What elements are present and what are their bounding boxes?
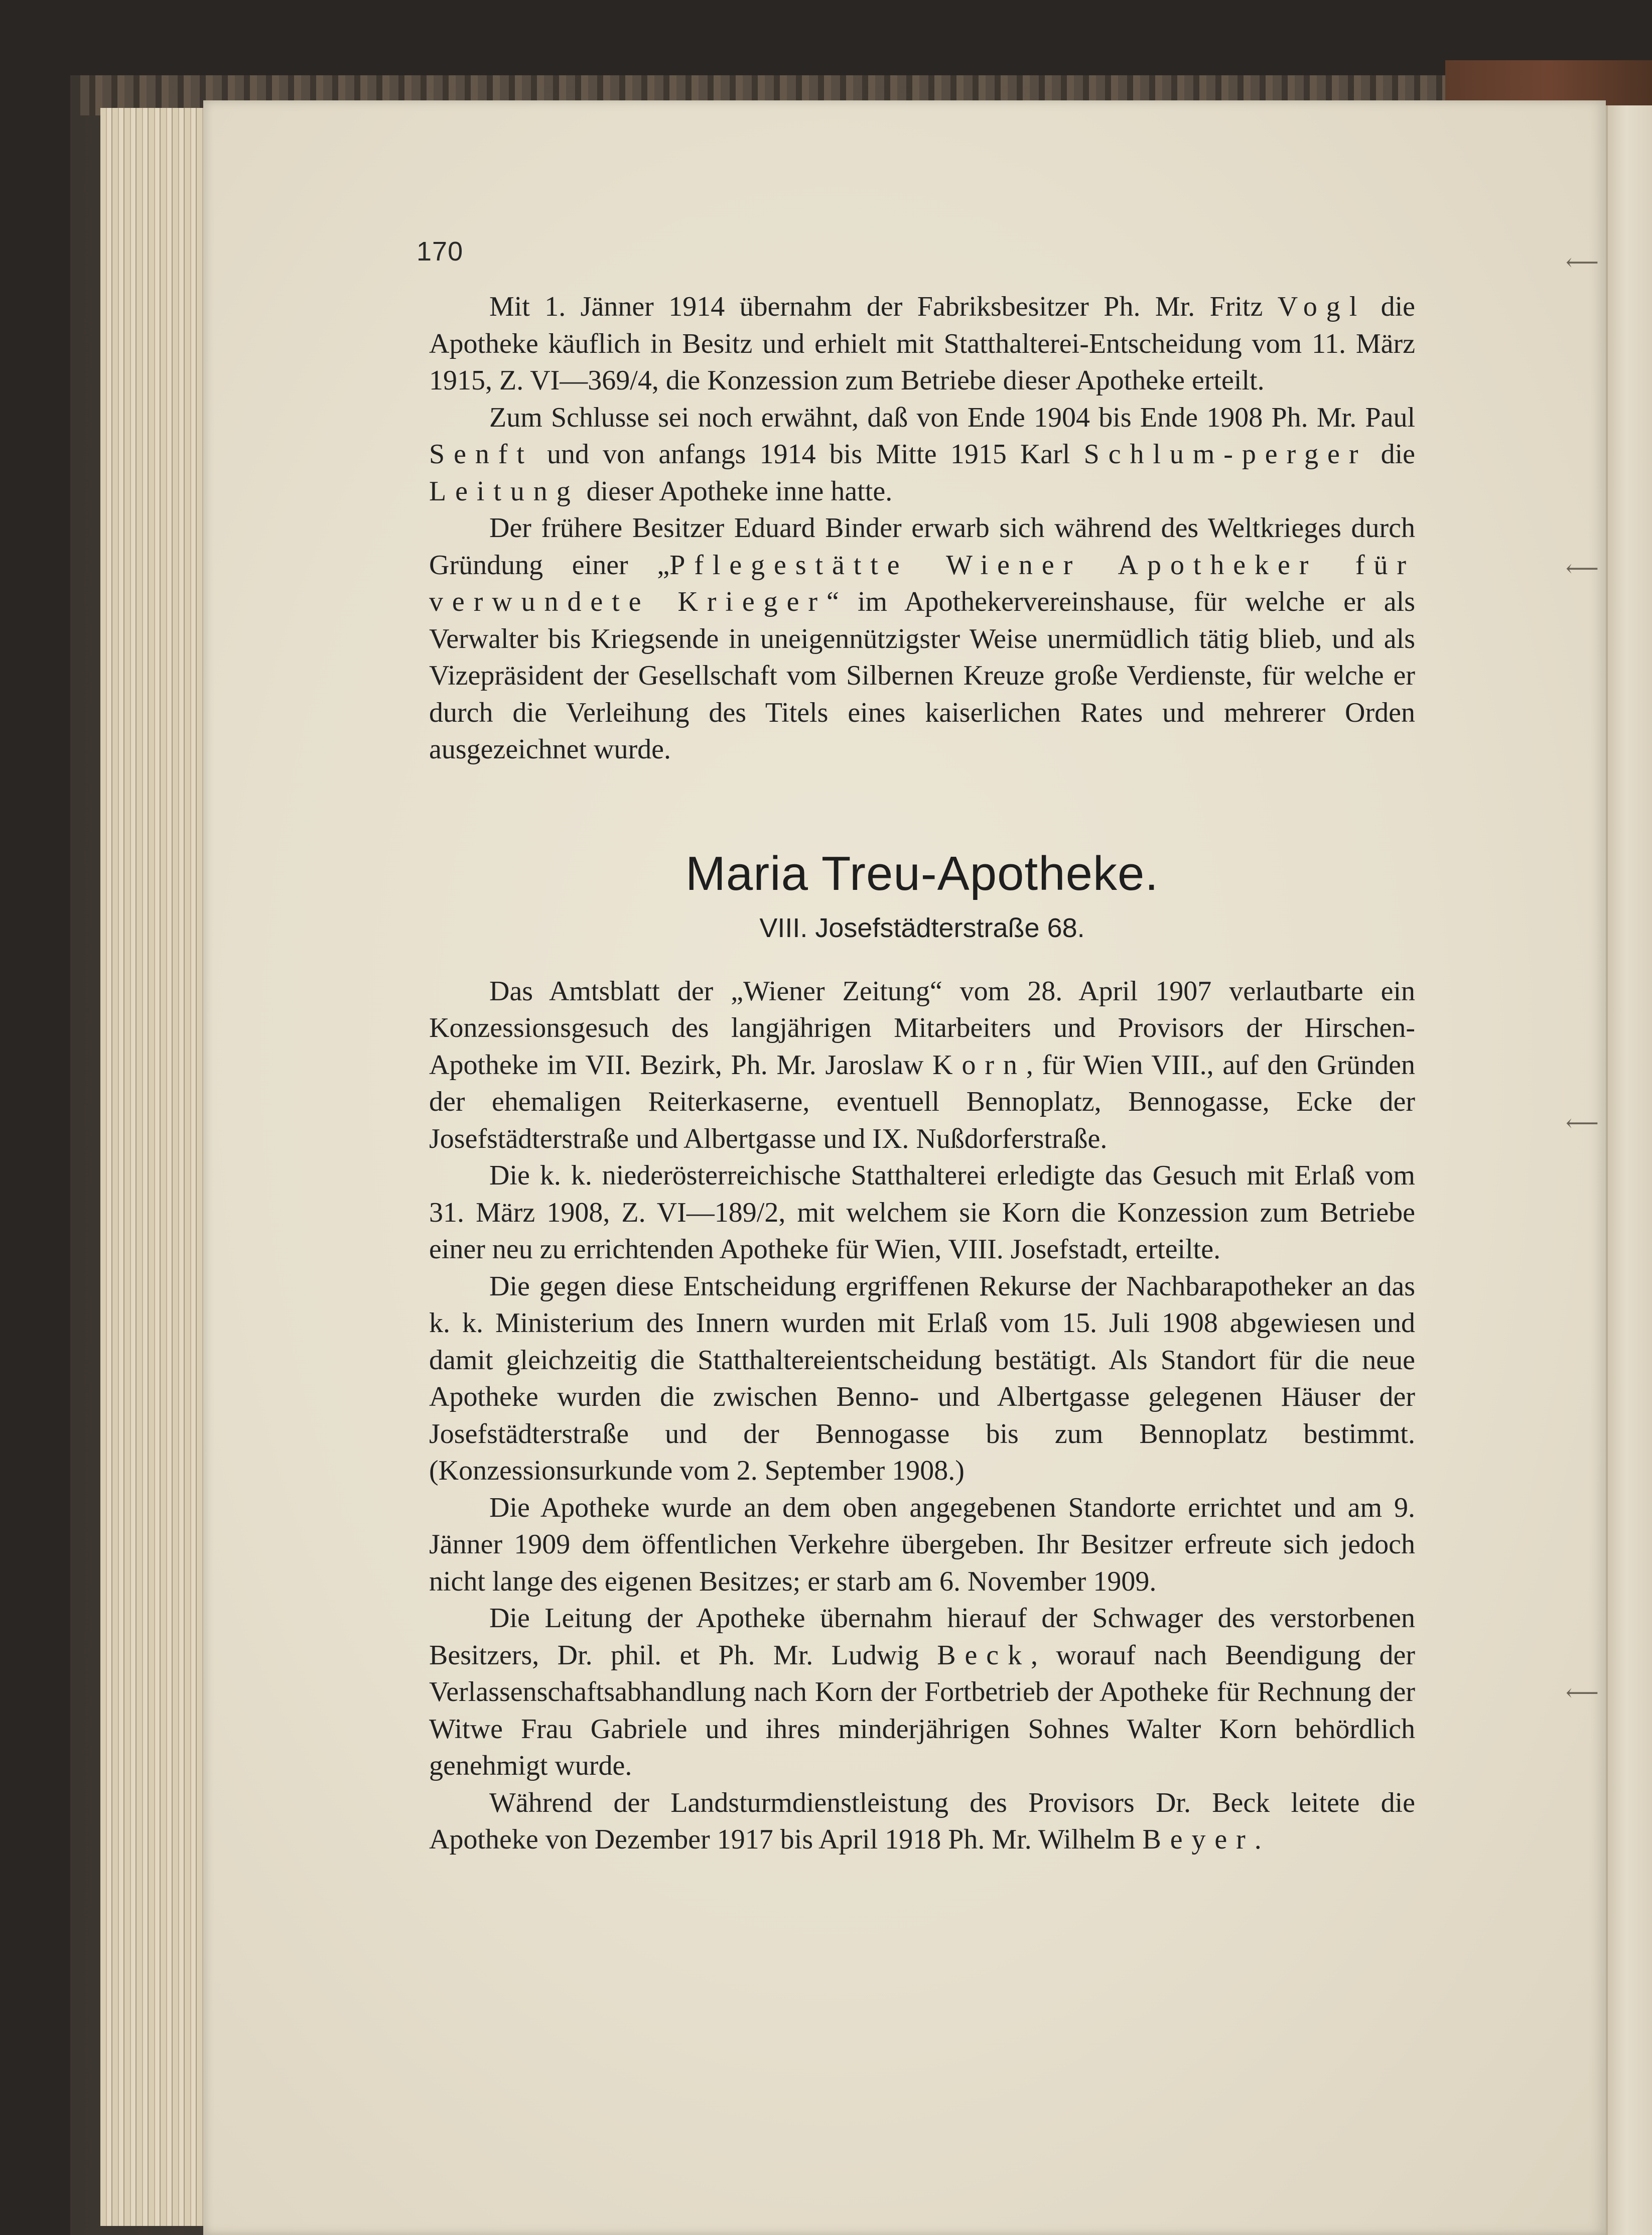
text-run: Die k. k. niederösterreichische Statthalterei erledigte das Gesuch mit Erlaß vom 31. März 1908, Z. VI—189/2, mit welchem sie Korn die Konzession zum Betriebe einer neu zu errichtenden Apotheke für Wien, VIII. Josefstadt, erteilte. (429, 1160, 1415, 1265)
page-number: 170 (417, 236, 464, 267)
section-title: Maria Treu-Apotheke. (685, 846, 1159, 900)
text-run: “ im Apothekervereinshause, für welche er als Verwalter bis Kriegsende in uneigennützigster Weise unermüdlich tätig blieb, und als Vizepräsident der Gesellschaft vom Silbernen Kreuze große Verdienste, für welche er durch die Verleihung des Titels eines kaiserlichen Rates und mehrerer Orden ausgezeichnet wurde. (429, 586, 1415, 765)
paragraph (429, 510, 1415, 768)
text-run: Die gegen diese Entscheidung ergriffenen Rekurse der Nachbarapotheker an das k. k. Ministerium des Innern wurden mit Erlaß vom 15. Juli 1908 abgewiesen und damit gleichzeitig die Statthaltereientscheidung bestätigt. Als Standort für die neue Apotheke wurden die zwischen Benno- und Albertgasse gelegenen Häuser der Josefstädterstraße und der Bennogasse bis zum Bennoplatz bestimmt. (Konzessionsurkunde vom 2. September 1908.) (429, 1270, 1415, 1486)
spaced-text: Pflegestätte Wiener Apotheker für verwundete Krieger (429, 549, 1415, 617)
text-run: und von anfangs 1914 bis Mitte 1915 Karl (533, 439, 1084, 470)
section-subtitle: VIII. Josefstädterstraße 68. (759, 912, 1085, 943)
text-run: , für Wien VIII., auf den Gründen der ehemaligen Reiterkaserne, eventuell Bennoplatz, Bennogasse, Ecke der Josefstädterstraße und Albertgasse und IX. Nußdorferstraße. (429, 1049, 1415, 1154)
paragraph (429, 1157, 1415, 1268)
spaced-text: Vogl (1277, 291, 1366, 322)
facing-page-edge (1606, 105, 1652, 2235)
text-run: die (1367, 439, 1415, 470)
text-run: , worauf nach Beendigung der Verlassenschaftsabhandlung nach Korn der Fortbetrieb der Apotheke für Rechnung der Witwe Frau Gabriele und ihres minderjährigen Sohnes Walter Korn behördlich genehmigt wurde. (429, 1639, 1415, 1781)
paragraph (429, 973, 1415, 1158)
paragraph (429, 289, 1415, 400)
paragraph (429, 1490, 1415, 1601)
bottom-paragraphs (429, 973, 1415, 1859)
text-run: Zum Schlusse sei noch erwähnt, daß von Ende 1904 bis Ende 1908 Ph. Mr. Paul (489, 402, 1415, 433)
paragraph (429, 1600, 1415, 1785)
margin-mark-icon: ⟵ (1566, 1110, 1599, 1136)
paragraph (429, 400, 1415, 510)
spaced-text: Beyer (1142, 1824, 1255, 1855)
text-run: Das Amtsblatt der „Wiener Zeitung“ vom 28. April 1907 verlautbarte ein Konzessionsgesuch des langjährigen Mitarbeiters und Provisors der Hirschen-Apotheke im VII. Bezirk, Ph. Mr. Jaroslaw (429, 975, 1415, 1081)
page-text (429, 289, 1415, 1859)
text-run: Mit 1. Jänner 1914 übernahm der Fabriksbesitzer Ph. Mr. Fritz (489, 291, 1278, 322)
spaced-text: Leitung (429, 475, 580, 507)
page-edges (100, 108, 206, 2226)
text-run: die Apotheke käuflich in Besitz und erhielt mit Statthalterei-Entscheidung vom 11. März 1915, Z. VI—369/4, die Konzession zum Betriebe dieser Apotheke erteilt. (429, 291, 1416, 396)
margin-mark-icon: ⟵ (1566, 249, 1599, 275)
spaced-text: Senft (429, 439, 533, 470)
margin-mark-icon: ⟵ (1566, 556, 1599, 581)
paragraph (429, 1785, 1415, 1859)
text-run: Der frühere Besitzer Eduard Binder erwarb sich während des Weltkrieges durch Gründung einer „ (429, 512, 1415, 581)
top-paragraphs (429, 289, 1415, 768)
spaced-text: Beck (937, 1639, 1031, 1671)
spaced-text: Korn (932, 1049, 1026, 1081)
paragraph (429, 1268, 1415, 1490)
text-run: Die Apotheke wurde an dem oben angegebenen Standorte errichtet und am 9. Jänner 1909 dem öffentlichen Verkehre übergeben. Ihr Besitzer erfreute sich jedoch nicht lange des eigenen Besitzes; er starb am 6. November 1909. (429, 1492, 1415, 1597)
spaced-text: Schlum-perger (1083, 439, 1367, 470)
margin-mark-icon: ⟵ (1566, 1680, 1599, 1705)
text-run: Während der Landsturmdienstleistung des Provisors Dr. Beck leitete die Apotheke von Dezember 1917 bis April 1918 Ph. Mr. Wilhelm (429, 1787, 1415, 1855)
text-run: . (1254, 1824, 1262, 1855)
text-run: dieser Apotheke inne hatte. (579, 475, 893, 507)
text-run: Die Leitung der Apotheke übernahm hierauf der Schwager des verstorbenen Besitzers, Dr. phil. et Ph. Mr. Ludwig (429, 1603, 1415, 1671)
